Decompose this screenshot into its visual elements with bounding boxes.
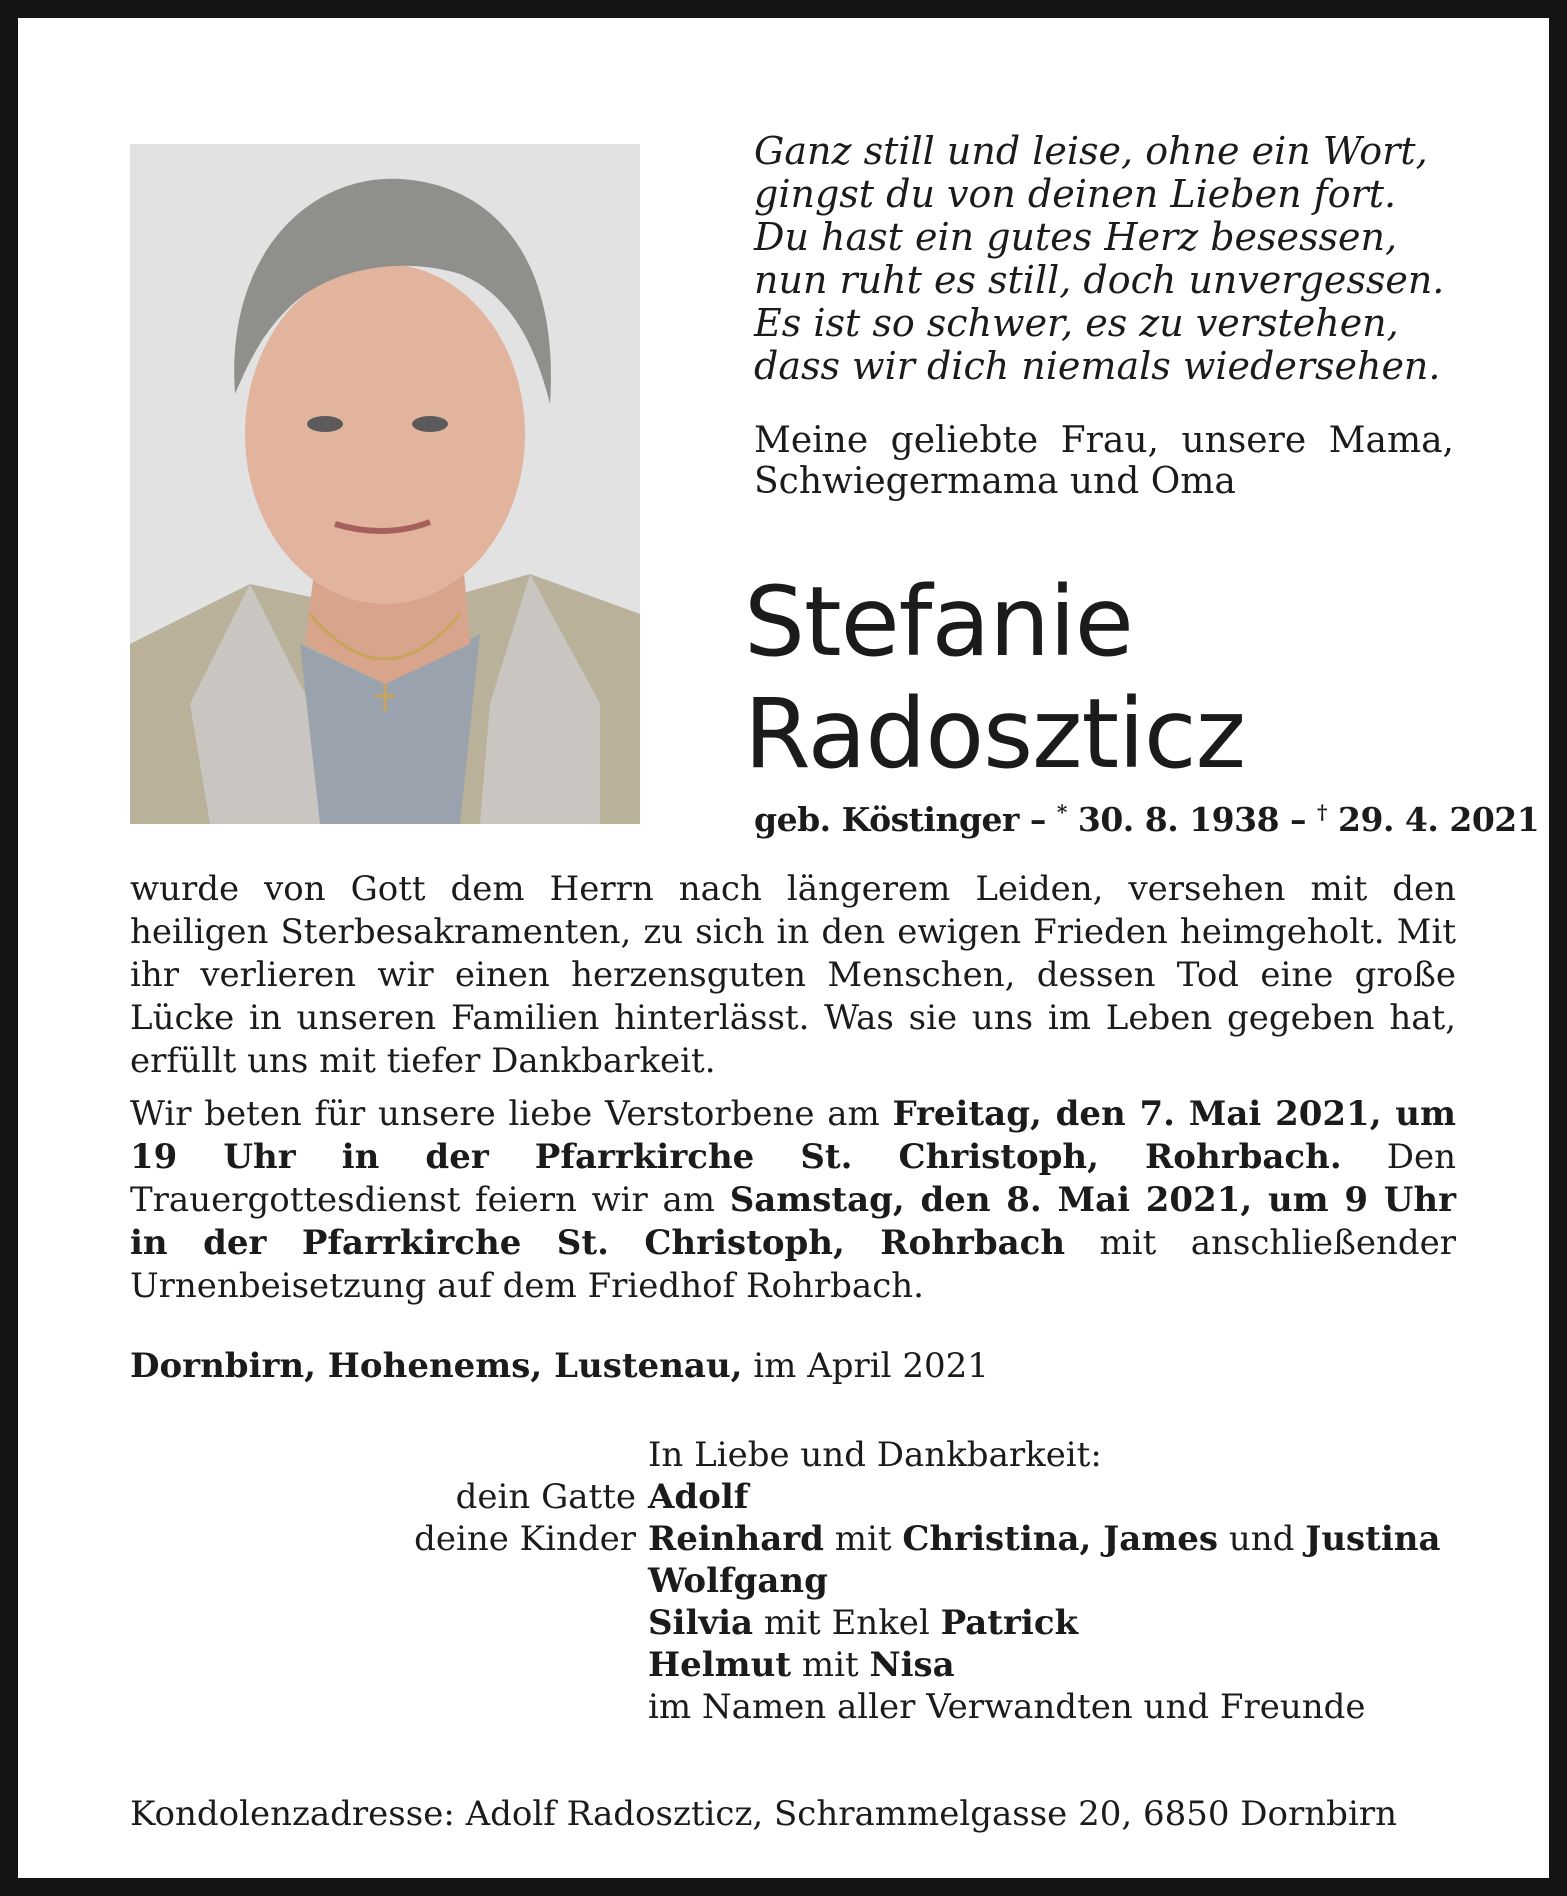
family-member: Reinhard <box>648 1519 824 1559</box>
last-name: Radoszticz <box>744 678 1245 790</box>
born-date: 30. 8. 1938 – <box>1077 800 1307 839</box>
date-text: im April 2021 <box>742 1346 989 1386</box>
obituary-card <box>18 18 1549 1878</box>
family-member: Nisa <box>869 1645 955 1685</box>
family-row <box>130 1560 1460 1602</box>
connector: mit Enkel <box>753 1603 941 1643</box>
family-member: Adolf <box>648 1477 749 1517</box>
connector: mit <box>791 1645 870 1685</box>
family-member: Justina <box>1305 1519 1441 1559</box>
family-member: Patrick <box>940 1603 1079 1643</box>
prayer-details: Freitag, den 7. Mai 2021, um 19 Uhr in der Pfarrkirche St. Christoph, Rohrbach. <box>130 1094 1456 1177</box>
service-paragraph <box>130 1093 1456 1308</box>
place-and-date <box>130 1345 1430 1388</box>
birth-name: geb. Köstinger – <box>754 800 1046 839</box>
family-closing: im Namen aller Verwandten und Freunde <box>648 1687 1366 1727</box>
deceased-name <box>744 566 1504 790</box>
intro-text <box>754 420 1454 502</box>
family-member: Helmut <box>648 1645 792 1685</box>
family-row-spouse <box>130 1476 1460 1518</box>
relation-label: deine Kinder <box>414 1519 636 1559</box>
died-date: 29. 4. 2021 <box>1338 800 1540 839</box>
first-name: Stefanie <box>744 566 1133 678</box>
family-row-children <box>130 1518 1460 1560</box>
family-header: In Liebe und Dankbarkeit: <box>648 1435 1102 1475</box>
poem-line: nun ruht es still, doch unvergessen. <box>754 258 1445 302</box>
family-member: Christina, James <box>902 1519 1219 1559</box>
poem-line: gingst du von deinen Lieben fort. <box>754 172 1397 216</box>
relation-label: dein Gatte <box>455 1477 636 1517</box>
poem-line: Du hast ein gutes Herz besessen, <box>754 215 1398 259</box>
family-row <box>130 1644 1460 1686</box>
died-mark: † <box>1317 800 1328 824</box>
intro-line: Schwiegermama und Oma <box>754 461 1236 502</box>
family-row <box>130 1686 1460 1728</box>
poem-line: Ganz still und leise, ohne ein Wort, <box>754 129 1428 173</box>
life-dates <box>754 800 1540 839</box>
towns: Dornbirn, Hohenems, Lustenau, <box>130 1346 743 1386</box>
intro-line: Meine geliebte Frau, unsere Mama, <box>754 420 1454 461</box>
portrait-photo <box>130 144 640 824</box>
funeral-details: Samstag, den 8. Mai 2021, um 9 Uhr in der Pfarrkirche St. Christoph, Rohrbach <box>130 1180 1456 1263</box>
obituary-body <box>130 868 1456 1318</box>
connector: und <box>1218 1519 1306 1559</box>
service-text: mit anschließender Urnenbeisetzung auf dem Friedhof Rohrbach. <box>130 1223 1457 1306</box>
memorial-poem <box>754 130 1474 388</box>
family-member: Wolfgang <box>648 1561 828 1601</box>
body-paragraph: wurde von Gott dem Herrn nach längerem Leiden, versehen mit den heiligen Sterbesakramenten, zu sich in den ewigen Frieden heimgeholt. Mit ihr verlieren wir einen herzensguten Menschen, dessen Tod eine große Lücke in unseren Familien hinterlässt. Was sie uns im Leben gegeben hat, erfüllt uns mit tiefer Dankbarkeit. <box>130 869 1456 1081</box>
condolence-address: Kondolenzadresse: Adolf Radoszticz, Schrammelgasse 20, 6850 Dornbirn <box>130 1794 1397 1834</box>
poem-line: dass wir dich niemals wiedersehen. <box>754 344 1441 388</box>
connector: mit <box>823 1519 903 1559</box>
poem-line: Es ist so schwer, es zu verstehen, <box>754 301 1399 345</box>
born-mark: * <box>1056 800 1067 824</box>
service-text: Den Trauergottesdienst feiern wir am <box>130 1137 1456 1220</box>
family-list <box>130 1434 1460 1728</box>
family-row <box>130 1602 1460 1644</box>
service-text: Wir beten für unsere liebe Verstorbene am <box>130 1094 893 1134</box>
family-member: Silvia <box>648 1603 754 1643</box>
